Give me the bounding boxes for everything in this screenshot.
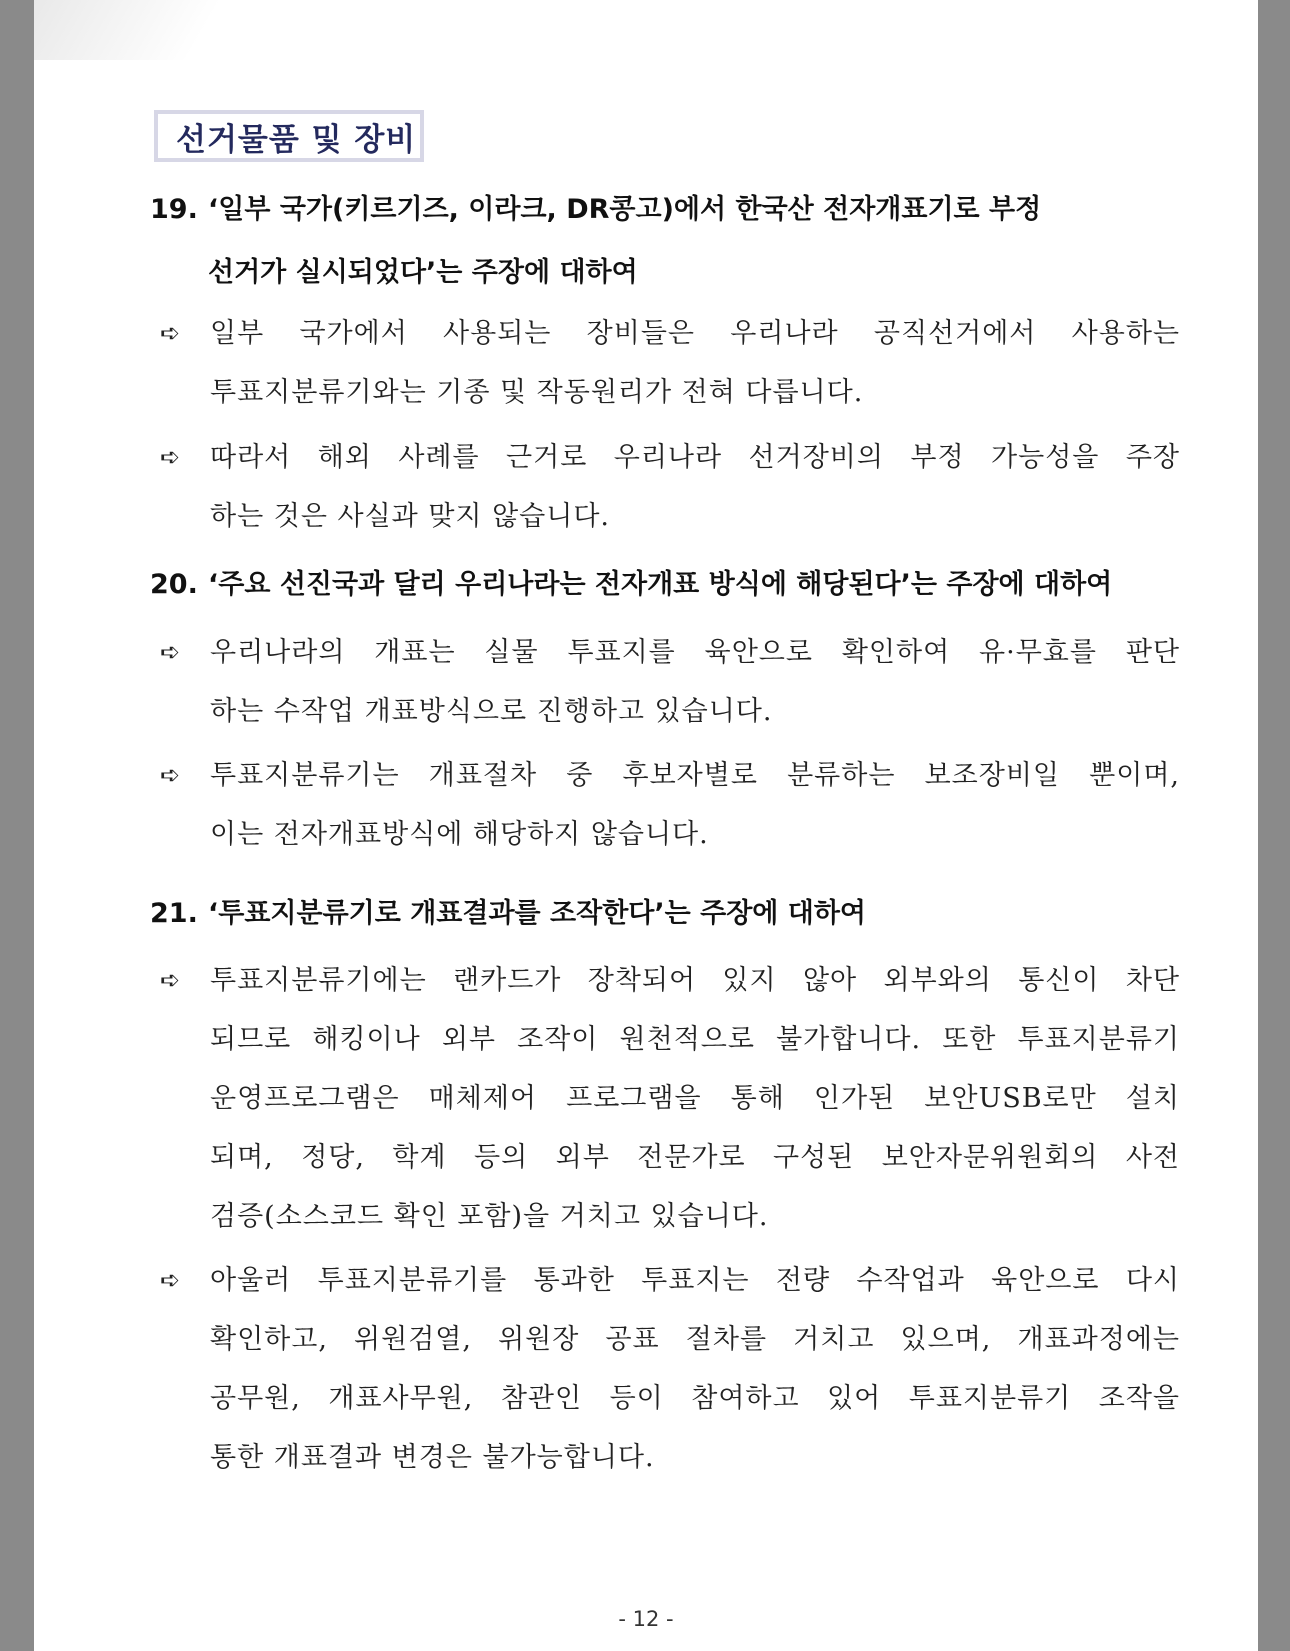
question-line: 선거가 실시되었다’는 주장에 대하여 (208, 257, 638, 288)
answer-20-2 (160, 746, 1180, 864)
answer-line: 통한 개표결과 변경은 불가능합니다. (210, 1442, 655, 1473)
answer-line: 하는 수작업 개표방식으로 진행하고 있습니다. (210, 696, 773, 727)
answer-20-1 (160, 623, 1180, 741)
answer-line: 이는 전자개표방식에 해당하지 않습니다. (210, 819, 709, 850)
section-heading (154, 110, 424, 162)
arrow-bullet-icon: ➪ (160, 638, 181, 666)
answer-line: 우리나라의 개표는 실물 투표지를 육안으로 확인하여 유·무효를 판단 (210, 637, 1180, 668)
answer-21-1 (160, 951, 1180, 1246)
answer-line: 공무원, 개표사무원, 참관인 등이 참여하고 있어 투표지분류기 조작을 (210, 1383, 1180, 1414)
question-19 (150, 178, 1180, 304)
answer-line: 투표지분류기는 개표절차 중 후보자별로 분류하는 보조장비일 뿐이며, (210, 760, 1180, 791)
question-line: ‘일부 국가(키르기즈, 이라크, DR콩고)에서 한국산 전자개표기로 부정 (208, 194, 1042, 225)
question-line: ‘주요 선진국과 달리 우리나라는 전자개표 방식에 해당된다’는 주장에 대하여 (208, 569, 1113, 600)
question-20 (150, 553, 1180, 616)
section-title: 선거물품 및 장비 (176, 121, 417, 158)
answer-line: 되며, 정당, 학계 등의 외부 전문가로 구성된 보안자문위원회의 사전 (210, 1142, 1180, 1173)
answer-line: 하는 것은 사실과 맞지 않습니다. (210, 501, 610, 532)
answer-line: 따라서 해외 사례를 근거로 우리나라 선거장비의 부정 가능성을 주장 (210, 442, 1180, 473)
answer-19-1 (160, 304, 1180, 422)
arrow-bullet-icon: ➪ (160, 443, 181, 471)
answer-19-2 (160, 428, 1180, 546)
page-number: - 12 - (618, 1607, 674, 1631)
page-shadow (34, 0, 234, 60)
answer-21-2 (160, 1251, 1180, 1487)
answer-line: 투표지분류기에는 랜카드가 장착되어 있지 않아 외부와의 통신이 차단 (210, 965, 1180, 996)
arrow-bullet-icon: ➪ (160, 966, 181, 994)
answer-line: 운영프로그램은 매체제어 프로그램을 통해 인가된 보안USB로만 설치 (210, 1083, 1180, 1114)
arrow-bullet-icon: ➪ (160, 319, 181, 347)
question-21 (150, 882, 1180, 945)
answer-line: 일부 국가에서 사용되는 장비들은 우리나라 공직선거에서 사용하는 (210, 318, 1180, 349)
question-number: 19. (150, 194, 198, 225)
document-page (34, 0, 1258, 1651)
arrow-bullet-icon: ➪ (160, 761, 181, 789)
answer-line: 아울러 투표지분류기를 통과한 투표지는 전량 수작업과 육안으로 다시 (210, 1265, 1180, 1296)
answer-line: 확인하고, 위원검열, 위원장 공표 절차를 거치고 있으며, 개표과정에는 (210, 1324, 1180, 1355)
question-number: 21. (150, 898, 198, 929)
arrow-bullet-icon: ➪ (160, 1266, 181, 1294)
question-number: 20. (150, 569, 198, 600)
answer-line: 투표지분류기와는 기종 및 작동원리가 전혀 다릅니다. (210, 377, 864, 408)
answer-line: 되므로 해킹이나 외부 조작이 원천적으로 불가합니다. 또한 투표지분류기 (210, 1024, 1180, 1055)
question-line: ‘투표지분류기로 개표결과를 조작한다’는 주장에 대하여 (208, 898, 866, 929)
answer-line: 검증(소스코드 확인 포함)을 거치고 있습니다. (210, 1201, 769, 1232)
